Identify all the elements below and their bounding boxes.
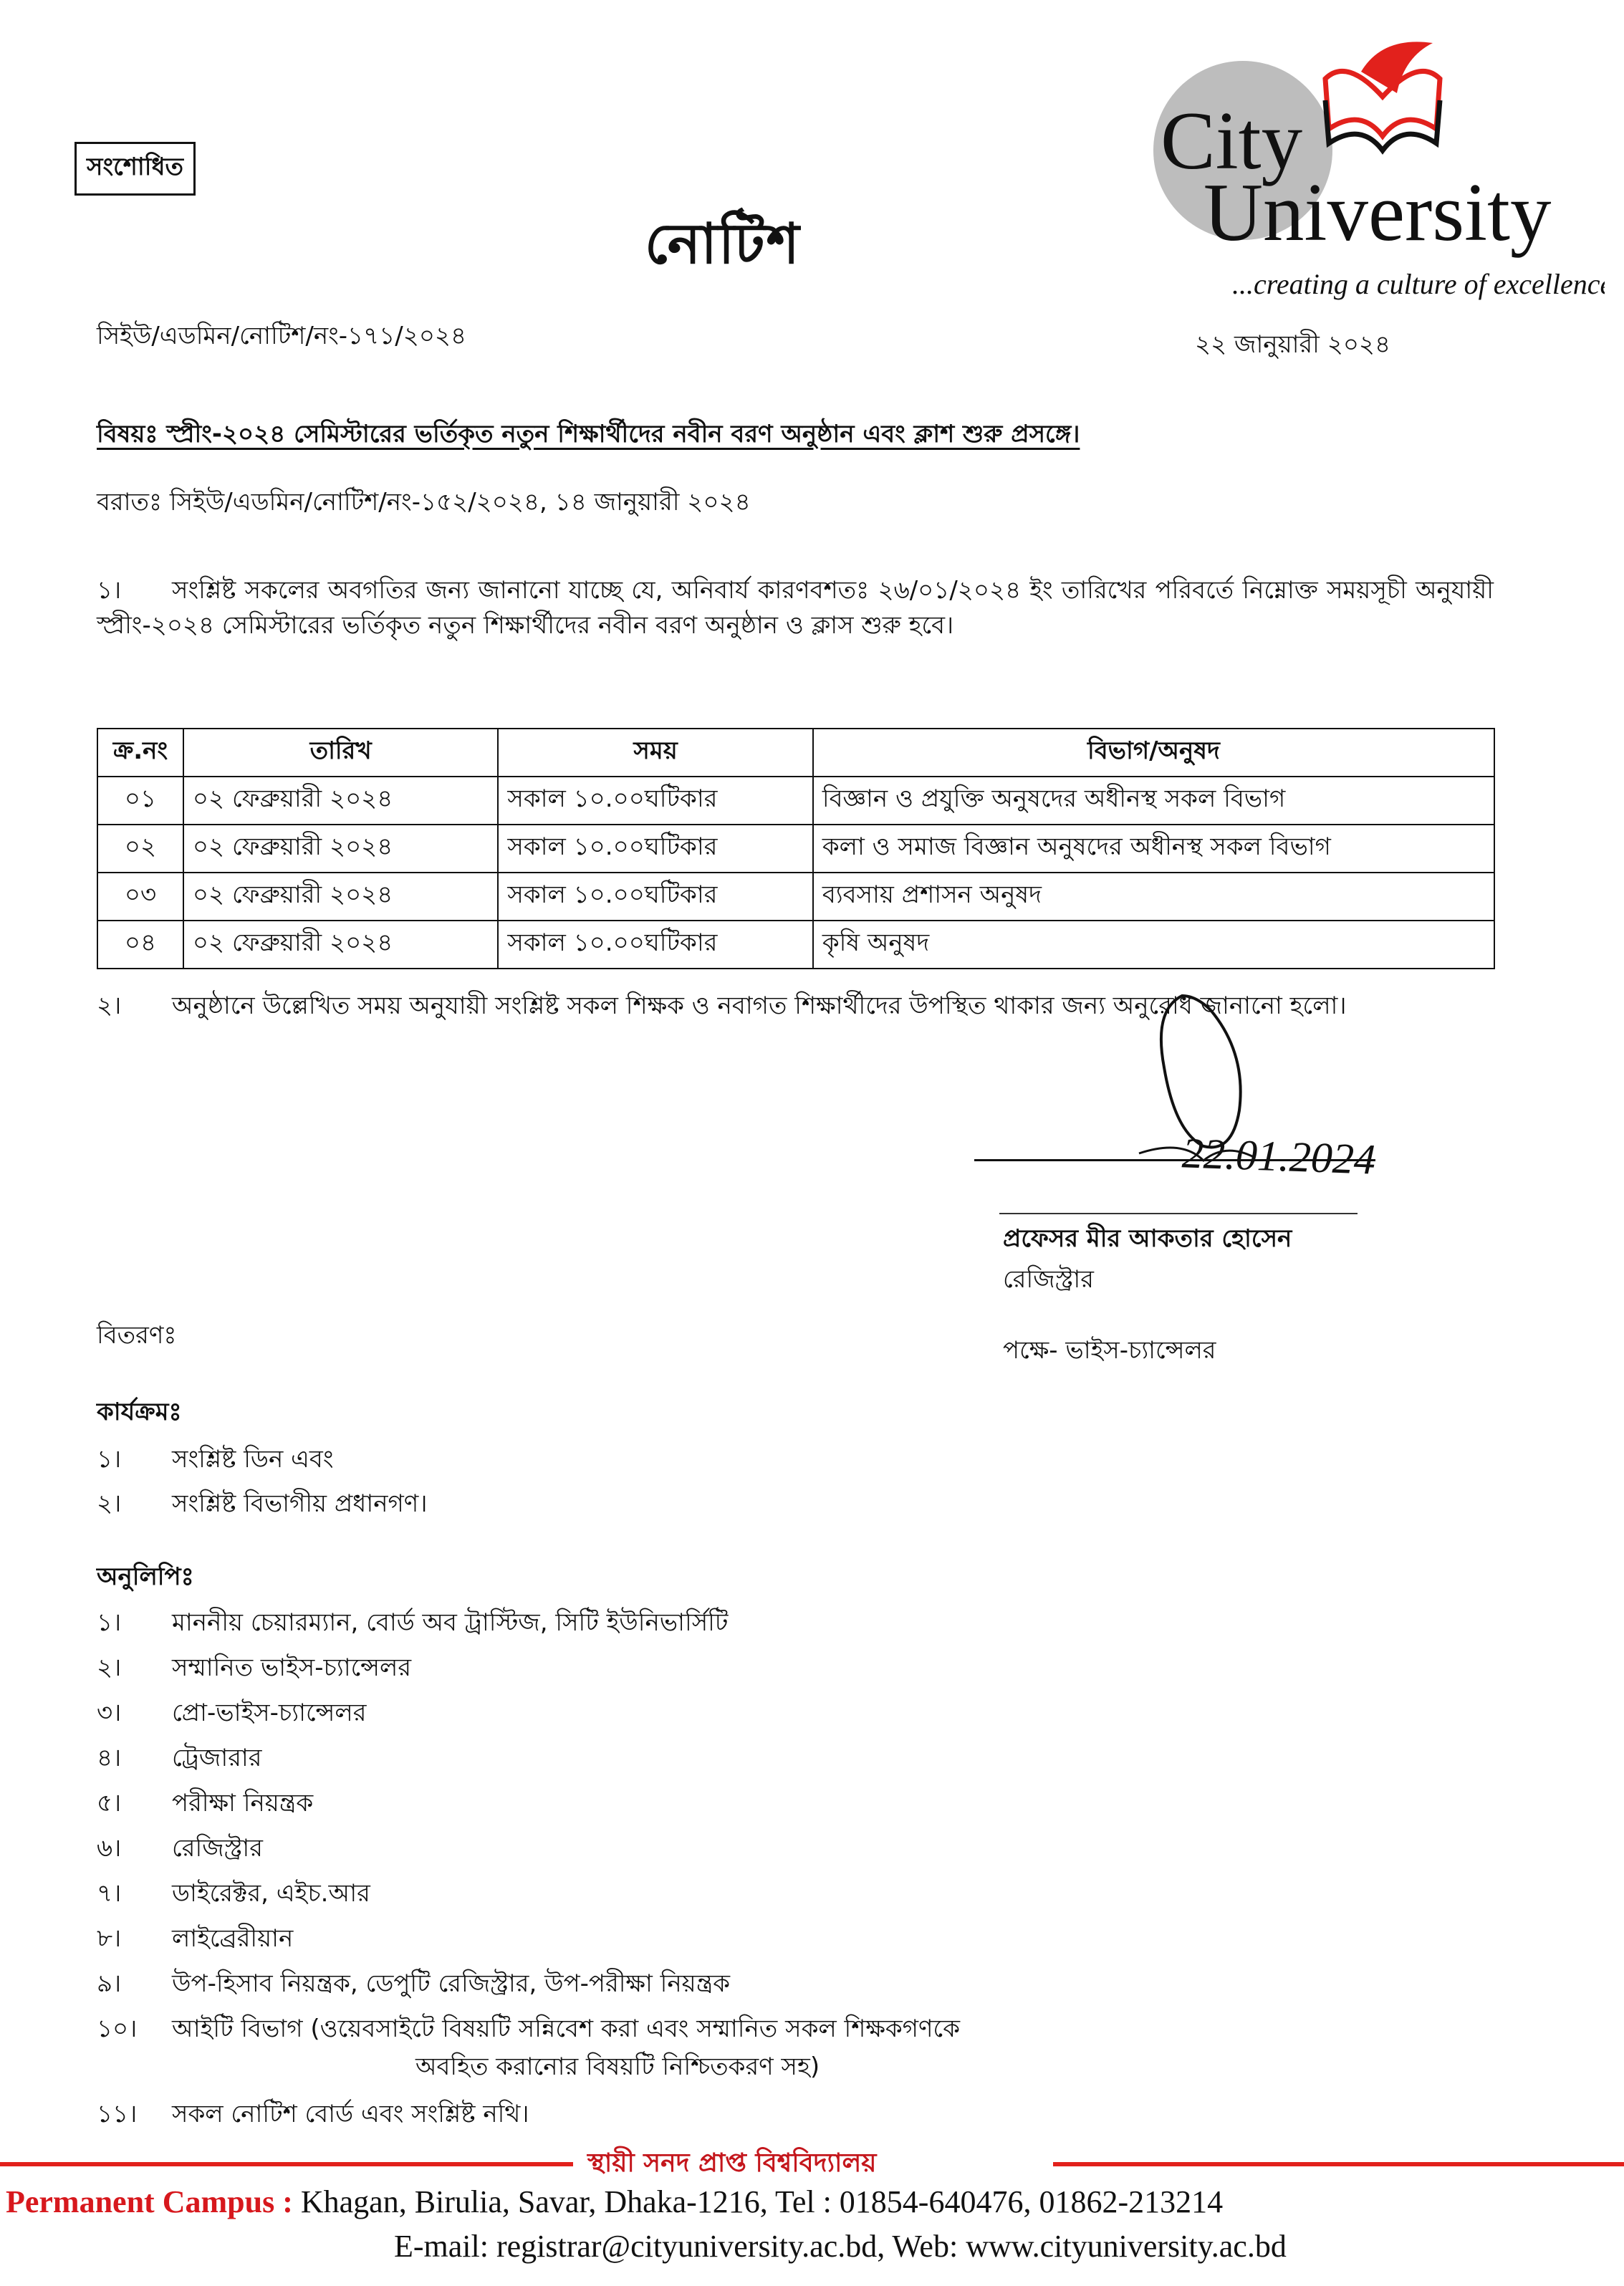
logo-city-text: City <box>1161 95 1303 186</box>
paragraph-1-text: সংশ্লিষ্ট সকলের অবগতির জন্য জানানো যাচ্ছে যে, অনিবার্য কারণবশতঃ ২৬/০১/২০২৪ ইং তারিখের পরিবর্তে নিম্নোক্ত সময়সূচী অনুযায়ী স্প্রীং-২০২৪ সেমিস্টারের ভর্তিকৃত নতুন শিক্ষার্থীদের নবীন বরণ অনুষ্ঠান ও ক্লাস শুরু হবে। <box>97 576 1494 640</box>
list-item <box>97 1743 261 1774</box>
table-header-faculty: বিভাগ/অনুষদ <box>813 729 1494 777</box>
list-item-number: ১। <box>97 1608 122 1637</box>
footer-rule-right <box>1053 2162 1624 2166</box>
signatory-name: প্রফেসর মীর আকতার হোসেন <box>1003 1224 1292 1253</box>
table-row <box>97 873 1494 921</box>
logo-graphic <box>1146 29 1605 315</box>
list-item-number: ৫। <box>97 1789 122 1817</box>
footer-contact: E-mail: registrar@cityuniversity.ac.bd, Web: www.cityuniversity.ac.bd <box>394 2229 1287 2264</box>
list-item-text: লাইব্রেরীয়ান <box>172 1924 294 1953</box>
logo-university-text: University <box>1203 167 1552 258</box>
paragraph-2-number: ২। <box>97 991 122 1020</box>
footer-address: Khagan, Birulia, Savar, Dhaka-1216, Tel : 01854-640476, 01862-213214 <box>300 2184 1224 2219</box>
signature-underline <box>999 1213 1358 1214</box>
signature-date: 22.01.2024 <box>1181 1129 1377 1183</box>
table-cell-date: ০২ ফেব্রুয়ারী ২০২৪ <box>183 873 498 921</box>
list-item-text: প্রো-ভাইস-চ্যান্সেলর <box>172 1699 367 1727</box>
list-item <box>97 1698 366 1729</box>
table-cell-time: সকাল ১০.০০ঘটিকার <box>498 777 813 825</box>
university-logo <box>1146 29 1605 315</box>
list-item-number: ৬। <box>97 1834 122 1863</box>
footer-rule-left <box>0 2162 573 2166</box>
list-item-text: সংশ্লিষ্ট বিভাগীয় প্রধানগণ। <box>172 1489 428 1518</box>
paragraph-2-text: অনুষ্ঠানে উল্লেখিত সময় অনুযায়ী সংশ্লিষ্ট সকল শিক্ষক ও নবাগত শিক্ষার্থীদের উপস্থিত থাকার জন্য অনুরোধ জানানো হলো। <box>172 991 1347 1020</box>
table-cell-serial: ০৩ <box>97 873 183 921</box>
table-cell-time: সকাল ১০.০০ঘটিকার <box>498 921 813 969</box>
table-header-serial: ক্র.নং <box>97 729 183 777</box>
permanent-campus-label: Permanent Campus : <box>6 2184 293 2219</box>
list-item-number: ৯। <box>97 1969 122 1998</box>
list-item-text: ট্রেজারার <box>172 1744 262 1772</box>
signatory-designation: রেজিস্ট্রার <box>1003 1265 1094 1294</box>
table-header-time: সময় <box>498 729 813 777</box>
table-cell-time: সকাল ১০.০০ঘটিকার <box>498 825 813 873</box>
list-item-number: ১১। <box>97 2100 138 2128</box>
list-item <box>97 1833 263 1864</box>
table-cell-faculty: বিজ্ঞান ও প্রযুক্তি অনুষদের অধীনস্থ সকল বিভাগ <box>813 777 1494 825</box>
table-cell-faculty: ব্যবসায় প্রশাসন অনুষদ <box>813 873 1494 921</box>
table-row <box>97 825 1494 873</box>
table-cell-faculty: কৃষি অনুষদ <box>813 921 1494 969</box>
list-item <box>97 1608 728 1638</box>
list-item-number: ৩। <box>97 1699 122 1727</box>
list-item-text: আইটি বিভাগ (ওয়েবসাইটে বিষয়টি সন্নিবেশ করা এবং সম্মানিত সকল শিক্ষকগণকে <box>172 2014 960 2043</box>
signatory-on-behalf: পক্ষে- ভাইস-চ্যান্সেলর <box>1003 1336 1216 1365</box>
list-item-text: ডাইরেক্টর, এইচ.আর <box>172 1879 370 1908</box>
logo-tagline: ...creating a culture of excellence <box>1232 268 1605 300</box>
table-header-row <box>97 729 1494 777</box>
table-cell-serial: ০৪ <box>97 921 183 969</box>
table-cell-date: ০২ ফেব্রুয়ারী ২০২৪ <box>183 777 498 825</box>
list-item-number: ১। <box>97 1445 122 1474</box>
table-row <box>97 921 1494 969</box>
table-cell-time: সকাল ১০.০০ঘটিকার <box>498 873 813 921</box>
list-item-text: মাননীয় চেয়ারম্যান, বোর্ড অব ট্রাস্টিজ, সিটি ইউনিভার্সিটি <box>172 1608 729 1637</box>
page-title: নোটিশ <box>645 212 801 277</box>
schedule-table <box>97 728 1495 969</box>
paragraph-1 <box>97 573 1494 644</box>
table-cell-serial: ০২ <box>97 825 183 873</box>
list-item-text: রেজিস্ট্রার <box>172 1834 263 1863</box>
list-item <box>97 1969 730 1999</box>
list-item <box>97 1788 313 1819</box>
signature-scribble <box>967 981 1483 1225</box>
list-item-number: ৭। <box>97 1879 122 1908</box>
list-item-number: ২। <box>97 1653 122 1682</box>
table-cell-faculty: কলা ও সমাজ বিজ্ঞান অনুষদের অধীনস্থ সকল বিভাগ <box>813 825 1494 873</box>
subject-line: বিষয়ঃ স্প্রীং-২০২৪ সেমিস্টারের ভর্তিকৃত নতুন শিক্ষার্থীদের নবীন বরণ অনুষ্ঠান এবং ক্লাশ শুরু প্রসঙ্গে। <box>97 420 1080 448</box>
reference-line: বরাতঃ সিইউ/এডমিন/নোটিশ/নং-১৫২/২০২৪, ১৪ জানুয়ারী ২০২৪ <box>97 488 751 517</box>
list-item-number: ৪। <box>97 1744 122 1772</box>
table-row <box>97 777 1494 825</box>
list-item-text: সকল নোটিশ বোর্ড এবং সংশ্লিষ্ট নথি। <box>172 2100 529 2128</box>
list-item-number: ১০। <box>97 2014 138 2043</box>
action-label: কার্যক্রমঃ <box>97 1398 182 1426</box>
table-cell-serial: ০১ <box>97 777 183 825</box>
footer-heading: স্থায়ী সনদ প্রাপ্ত বিশ্ববিদ্যালয় <box>587 2148 877 2178</box>
table-cell-date: ০২ ফেব্রুয়ারী ২০২৪ <box>183 921 498 969</box>
revised-label: সংশোধিত <box>75 142 196 196</box>
list-item-text: পরীক্ষা নিয়ন্ত্রক <box>172 1789 314 1817</box>
list-item-number: ৮। <box>97 1924 122 1953</box>
table-header-date: তারিখ <box>183 729 498 777</box>
list-item <box>97 2014 960 2045</box>
paragraph-1-number: ১। <box>97 576 122 605</box>
distribution-label: বিতরণঃ <box>97 1321 177 1350</box>
notice-date: ২২ জানুয়ারী ২০২৪ <box>1195 330 1391 359</box>
list-item-text: সংশ্লিষ্ট ডিন এবং <box>172 1445 334 1474</box>
list-item <box>97 1878 370 1909</box>
copy-label: অনুলিপিঃ <box>97 1562 194 1591</box>
list-item <box>97 2099 529 2130</box>
logo-book-black <box>1325 100 1440 150</box>
reference-number: সিইউ/এডমিন/নোটিশ/নং-১৭১/২০২৪ <box>97 322 467 350</box>
list-item-number: ২। <box>97 1489 122 1518</box>
list-item <box>97 1924 293 1954</box>
list-item-text: উপ-হিসাব নিয়ন্ত্রক, ডেপুটি রেজিস্ট্রার, উপ-পরীক্ষা নিয়ন্ত্রক <box>172 1969 731 1998</box>
list-item-continuation: অবহিত করানোর বিষয়টি নিশ্চিতকরণ সহ) <box>415 2052 820 2081</box>
list-item <box>97 1653 411 1684</box>
list-item <box>97 1444 333 1475</box>
list-item <box>97 1489 428 1519</box>
footer-address-line <box>6 2184 1223 2220</box>
list-item-text: সম্মানিত ভাইস-চ্যান্সেলর <box>172 1653 412 1682</box>
table-cell-date: ০২ ফেব্রুয়ারী ২০২৪ <box>183 825 498 873</box>
